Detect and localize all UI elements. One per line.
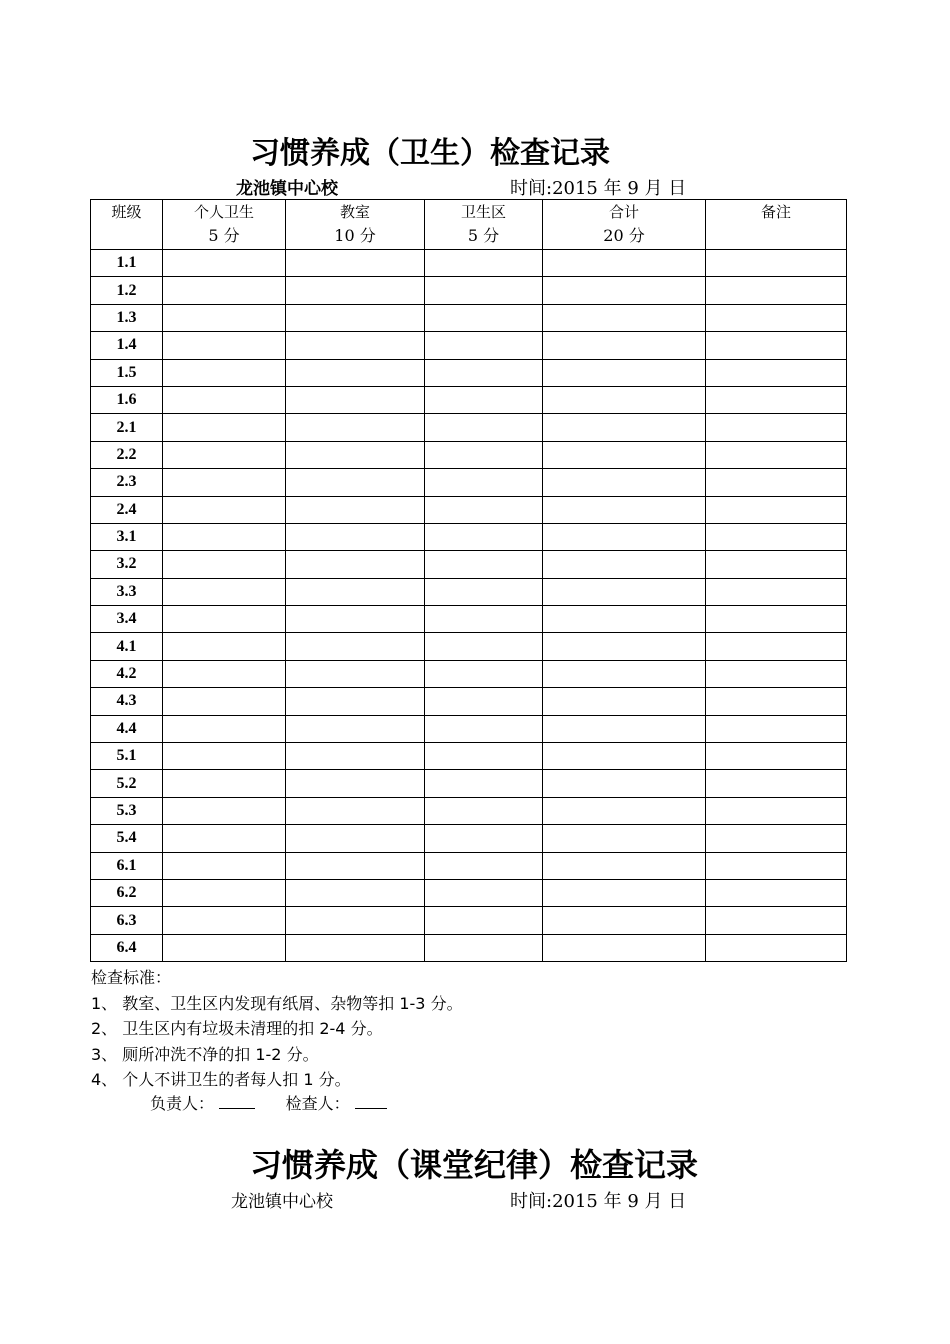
- hygiene-area-cell[interactable]: [425, 578, 543, 605]
- remarks-cell[interactable]: [706, 907, 847, 934]
- total-cell[interactable]: [543, 304, 706, 331]
- hygiene-area-cell[interactable]: [425, 250, 543, 277]
- hygiene-area-cell[interactable]: [425, 441, 543, 468]
- hygiene-area-cell[interactable]: [425, 469, 543, 496]
- classroom-cell[interactable]: [286, 250, 425, 277]
- inspector-blank[interactable]: [355, 1094, 387, 1109]
- table-row: [91, 359, 847, 386]
- remarks-cell[interactable]: [706, 578, 847, 605]
- table-row: [91, 250, 847, 277]
- header-total: 合计 20 分: [543, 200, 706, 250]
- table-row: [91, 606, 847, 633]
- classroom-cell[interactable]: [286, 332, 425, 359]
- table-row: [91, 386, 847, 413]
- class-cell: 1.1: [91, 250, 163, 277]
- table-row: [91, 578, 847, 605]
- hygiene-area-cell[interactable]: [425, 414, 543, 441]
- class-cell: 6.2: [91, 879, 163, 906]
- classroom-cell[interactable]: [286, 633, 425, 660]
- class-cell: 3.3: [91, 578, 163, 605]
- personal-hygiene-cell[interactable]: [163, 797, 286, 824]
- class-cell: 4.3: [91, 688, 163, 715]
- classroom-cell[interactable]: [286, 688, 425, 715]
- class-cell: 2.1: [91, 414, 163, 441]
- responsible-blank[interactable]: [219, 1094, 255, 1109]
- inspection-standards: [91, 965, 463, 1093]
- standard-item: 2、 卫生区内有垃圾未清理的扣 2-4 分。: [91, 1019, 383, 1038]
- standard-item: 3、 厕所冲洗不净的扣 1-2 分。: [91, 1044, 319, 1064]
- class-cell: 5.1: [91, 743, 163, 770]
- personal-hygiene-cell[interactable]: [163, 359, 286, 386]
- hygiene-record-table: [90, 199, 847, 962]
- personal-hygiene-cell[interactable]: [163, 825, 286, 852]
- sheet-title-hygiene: 习惯养成（卫生）检查记录: [250, 136, 610, 171]
- table-header-row: [91, 200, 847, 250]
- personal-hygiene-cell[interactable]: [163, 934, 286, 961]
- total-cell[interactable]: [543, 688, 706, 715]
- standard-item: 1、 教室、卫生区内发现有纸屑、杂物等扣 1-3 分。: [91, 993, 463, 1013]
- hygiene-area-cell[interactable]: [425, 496, 543, 523]
- table-row: [91, 934, 847, 961]
- remarks-cell[interactable]: [706, 496, 847, 523]
- total-cell[interactable]: [543, 825, 706, 852]
- hygiene-area-cell[interactable]: [425, 879, 543, 906]
- hygiene-area-cell[interactable]: [425, 907, 543, 934]
- remarks-cell[interactable]: [706, 852, 847, 879]
- remarks-cell[interactable]: [706, 277, 847, 304]
- hygiene-area-cell[interactable]: [425, 551, 543, 578]
- remarks-cell[interactable]: [706, 797, 847, 824]
- classroom-cell[interactable]: [286, 907, 425, 934]
- classroom-cell[interactable]: [286, 934, 425, 961]
- table-row: [91, 633, 847, 660]
- hygiene-area-cell[interactable]: [425, 715, 543, 742]
- total-cell[interactable]: [543, 879, 706, 906]
- table-row: [91, 715, 847, 742]
- table-row: [91, 660, 847, 687]
- classroom-cell[interactable]: [286, 825, 425, 852]
- class-cell: 2.3: [91, 469, 163, 496]
- total-cell[interactable]: [543, 469, 706, 496]
- hygiene-area-cell[interactable]: [425, 633, 543, 660]
- remarks-cell[interactable]: [706, 660, 847, 687]
- personal-hygiene-cell[interactable]: [163, 386, 286, 413]
- classroom-cell[interactable]: [286, 386, 425, 413]
- remarks-cell[interactable]: [706, 332, 847, 359]
- hygiene-area-cell[interactable]: [425, 688, 543, 715]
- personal-hygiene-cell[interactable]: [163, 578, 286, 605]
- hygiene-area-cell[interactable]: [425, 359, 543, 386]
- class-cell: 1.3: [91, 304, 163, 331]
- classroom-cell[interactable]: [286, 359, 425, 386]
- total-cell[interactable]: [543, 934, 706, 961]
- remarks-cell[interactable]: [706, 934, 847, 961]
- personal-hygiene-cell[interactable]: [163, 414, 286, 441]
- header-hygiene-area: 卫生区 5 分: [425, 200, 543, 250]
- hygiene-area-cell[interactable]: [425, 770, 543, 797]
- personal-hygiene-cell[interactable]: [163, 688, 286, 715]
- hygiene-area-cell[interactable]: [425, 304, 543, 331]
- class-cell: 5.4: [91, 825, 163, 852]
- table-row: [91, 825, 847, 852]
- table-row: [91, 743, 847, 770]
- remarks-cell[interactable]: [706, 386, 847, 413]
- classroom-cell[interactable]: [286, 715, 425, 742]
- class-cell: 3.4: [91, 606, 163, 633]
- classroom-cell[interactable]: [286, 496, 425, 523]
- class-cell: 4.2: [91, 660, 163, 687]
- hygiene-area-cell[interactable]: [425, 743, 543, 770]
- remarks-cell[interactable]: [706, 688, 847, 715]
- standard-item: 4、 个人不讲卫生的者每人扣 1 分。: [91, 1070, 351, 1089]
- signature-line: [150, 1091, 387, 1114]
- personal-hygiene-cell[interactable]: [163, 332, 286, 359]
- class-cell: 5.2: [91, 770, 163, 797]
- personal-hygiene-cell[interactable]: [163, 743, 286, 770]
- table-row: [91, 277, 847, 304]
- table-row: [91, 551, 847, 578]
- class-cell: 4.4: [91, 715, 163, 742]
- remarks-cell[interactable]: [706, 879, 847, 906]
- responsible-label: 负责人：: [150, 1094, 215, 1113]
- class-cell: 1.5: [91, 359, 163, 386]
- total-cell[interactable]: [543, 414, 706, 441]
- personal-hygiene-cell[interactable]: [163, 250, 286, 277]
- class-cell: 2.4: [91, 496, 163, 523]
- personal-hygiene-cell[interactable]: [163, 523, 286, 550]
- header-personal-hygiene: 个人卫生 5 分: [163, 200, 286, 250]
- class-cell: 1.4: [91, 332, 163, 359]
- total-cell[interactable]: [543, 715, 706, 742]
- remarks-cell[interactable]: [706, 523, 847, 550]
- table-row: [91, 770, 847, 797]
- table-row: [91, 332, 847, 359]
- class-cell: 6.1: [91, 852, 163, 879]
- remarks-cell[interactable]: [706, 715, 847, 742]
- table-row: [91, 414, 847, 441]
- total-cell[interactable]: [543, 770, 706, 797]
- remarks-cell[interactable]: [706, 551, 847, 578]
- header-classroom: 教室 10 分: [286, 200, 425, 250]
- hygiene-area-cell[interactable]: [425, 606, 543, 633]
- remarks-cell[interactable]: [706, 359, 847, 386]
- remarks-cell[interactable]: [706, 441, 847, 468]
- total-cell[interactable]: [543, 551, 706, 578]
- hygiene-area-cell[interactable]: [425, 934, 543, 961]
- table-row: [91, 469, 847, 496]
- inspector-label: 检查人：: [285, 1094, 350, 1113]
- personal-hygiene-cell[interactable]: [163, 879, 286, 906]
- classroom-cell[interactable]: [286, 743, 425, 770]
- header-remarks: 备注: [706, 200, 847, 250]
- total-cell[interactable]: [543, 852, 706, 879]
- class-cell: 1.6: [91, 386, 163, 413]
- school-name-2: 龙池镇中心校: [231, 1192, 333, 1212]
- class-cell: 6.4: [91, 934, 163, 961]
- remarks-cell[interactable]: [706, 825, 847, 852]
- hygiene-area-cell[interactable]: [425, 852, 543, 879]
- total-cell[interactable]: [543, 441, 706, 468]
- personal-hygiene-cell[interactable]: [163, 633, 286, 660]
- personal-hygiene-cell[interactable]: [163, 304, 286, 331]
- personal-hygiene-cell[interactable]: [163, 606, 286, 633]
- total-cell[interactable]: [543, 797, 706, 824]
- hygiene-area-cell[interactable]: [425, 277, 543, 304]
- total-cell[interactable]: [543, 523, 706, 550]
- personal-hygiene-cell[interactable]: [163, 551, 286, 578]
- remarks-cell[interactable]: [706, 743, 847, 770]
- record-date: 时间:2015 年 9 月 日: [510, 178, 687, 199]
- classroom-cell[interactable]: [286, 469, 425, 496]
- total-cell[interactable]: [543, 332, 706, 359]
- table-row: [91, 523, 847, 550]
- hygiene-area-cell[interactable]: [425, 660, 543, 687]
- classroom-cell[interactable]: [286, 797, 425, 824]
- classroom-cell[interactable]: [286, 660, 425, 687]
- header-class: 班级: [91, 200, 163, 250]
- personal-hygiene-cell[interactable]: [163, 496, 286, 523]
- total-cell[interactable]: [543, 907, 706, 934]
- record-date-2: 时间:2015 年 9 月 日: [510, 1191, 687, 1212]
- personal-hygiene-cell[interactable]: [163, 469, 286, 496]
- total-cell[interactable]: [543, 606, 706, 633]
- table-row: [91, 852, 847, 879]
- remarks-cell[interactable]: [706, 304, 847, 331]
- classroom-cell[interactable]: [286, 578, 425, 605]
- total-cell[interactable]: [543, 633, 706, 660]
- remarks-cell[interactable]: [706, 606, 847, 633]
- table-row: [91, 496, 847, 523]
- personal-hygiene-cell[interactable]: [163, 715, 286, 742]
- class-cell: 3.2: [91, 551, 163, 578]
- sheet-title-discipline: 习惯养成（课堂纪律）检查记录: [249, 1146, 698, 1184]
- standards-title: 检查标准：: [91, 968, 172, 987]
- total-cell[interactable]: [543, 496, 706, 523]
- remarks-cell[interactable]: [706, 414, 847, 441]
- remarks-cell[interactable]: [706, 633, 847, 660]
- total-cell[interactable]: [543, 386, 706, 413]
- table-row: [91, 441, 847, 468]
- total-cell[interactable]: [543, 660, 706, 687]
- hygiene-area-cell[interactable]: [425, 332, 543, 359]
- class-cell: 6.3: [91, 907, 163, 934]
- classroom-cell[interactable]: [286, 606, 425, 633]
- classroom-cell[interactable]: [286, 879, 425, 906]
- remarks-cell[interactable]: [706, 770, 847, 797]
- class-cell: 1.2: [91, 277, 163, 304]
- personal-hygiene-cell[interactable]: [163, 277, 286, 304]
- remarks-cell[interactable]: [706, 250, 847, 277]
- classroom-cell[interactable]: [286, 441, 425, 468]
- class-cell: 4.1: [91, 633, 163, 660]
- classroom-cell[interactable]: [286, 277, 425, 304]
- total-cell[interactable]: [543, 250, 706, 277]
- hygiene-area-cell[interactable]: [425, 386, 543, 413]
- table-row: [91, 907, 847, 934]
- personal-hygiene-cell[interactable]: [163, 770, 286, 797]
- class-cell: 2.2: [91, 441, 163, 468]
- class-cell: 3.1: [91, 523, 163, 550]
- remarks-cell[interactable]: [706, 469, 847, 496]
- total-cell[interactable]: [543, 578, 706, 605]
- table-row: [91, 797, 847, 824]
- classroom-cell[interactable]: [286, 852, 425, 879]
- hygiene-area-cell[interactable]: [425, 825, 543, 852]
- personal-hygiene-cell[interactable]: [163, 441, 286, 468]
- school-name: 龙池镇中心校: [236, 179, 338, 199]
- classroom-cell[interactable]: [286, 414, 425, 441]
- personal-hygiene-cell[interactable]: [163, 907, 286, 934]
- hygiene-area-cell[interactable]: [425, 523, 543, 550]
- personal-hygiene-cell[interactable]: [163, 852, 286, 879]
- total-cell[interactable]: [543, 359, 706, 386]
- class-cell: 5.3: [91, 797, 163, 824]
- classroom-cell[interactable]: [286, 304, 425, 331]
- total-cell[interactable]: [543, 277, 706, 304]
- table-row: [91, 688, 847, 715]
- personal-hygiene-cell[interactable]: [163, 660, 286, 687]
- classroom-cell[interactable]: [286, 523, 425, 550]
- classroom-cell[interactable]: [286, 770, 425, 797]
- table-row: [91, 304, 847, 331]
- hygiene-area-cell[interactable]: [425, 797, 543, 824]
- table-row: [91, 879, 847, 906]
- classroom-cell[interactable]: [286, 551, 425, 578]
- total-cell[interactable]: [543, 743, 706, 770]
